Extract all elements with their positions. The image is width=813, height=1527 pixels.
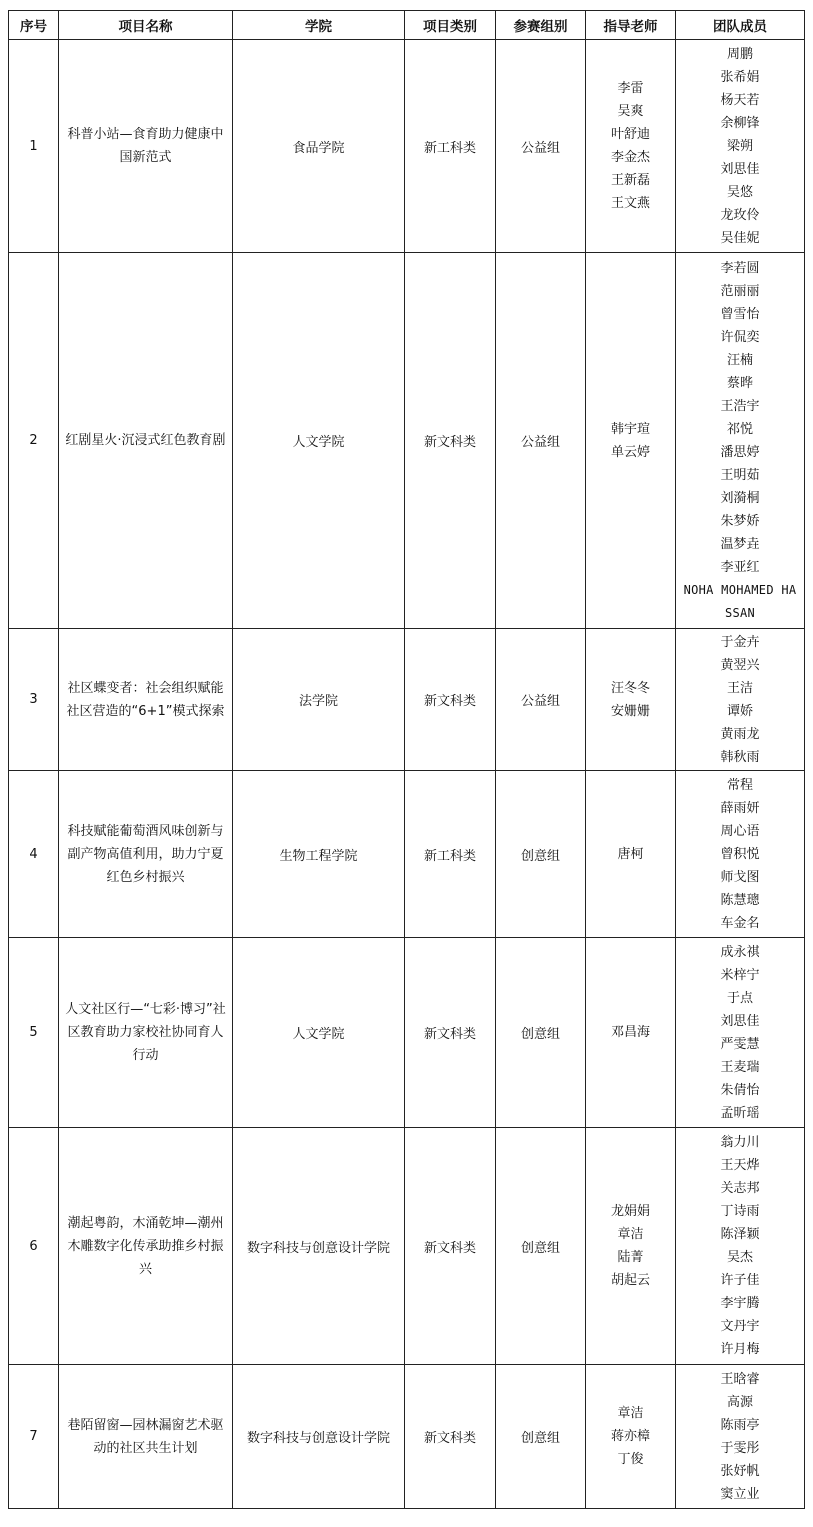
project-name: [59, 771, 233, 938]
member-name: 王麦瑞: [720, 1059, 760, 1075]
members-cell: [676, 938, 805, 1128]
member-name: 关志邦: [720, 1181, 760, 1196]
member-name: 曾雪怡: [720, 306, 760, 322]
member-name: 常程: [726, 777, 753, 793]
member-name: 丁诗雨: [720, 1204, 760, 1219]
project-name: [59, 253, 233, 629]
group: 公益组: [496, 253, 586, 629]
member-name: 朱梦娇: [720, 513, 760, 529]
header-project-name: 项目名称: [59, 11, 233, 40]
advisor-name: 胡起云: [610, 1273, 650, 1288]
group: 公益组: [496, 40, 586, 253]
member-name: 曾积悦: [720, 846, 760, 862]
members-cell: [676, 1128, 805, 1365]
member-name: 车金名: [720, 915, 760, 931]
college: 数字科技与创意设计学院: [233, 1128, 405, 1365]
member-name: 文丹宇: [720, 1319, 760, 1334]
member-name: 陈雨亭: [720, 1417, 760, 1433]
member-name: 孟昕瑶: [720, 1105, 760, 1121]
member-name: 王晗睿: [720, 1371, 760, 1387]
advisors-cell: [586, 253, 676, 629]
advisor-name: 龙娟娟: [610, 1204, 650, 1219]
member-name: 黄翌兴: [720, 657, 760, 673]
member-name: 王浩宇: [720, 398, 760, 414]
advisor-name: 蒋亦樟: [610, 1429, 650, 1444]
table-row: [9, 938, 805, 1128]
member-name: 周鹏: [726, 46, 753, 62]
header-college: 学院: [233, 11, 405, 40]
member-name: 许月梅: [720, 1342, 760, 1357]
college: 法学院: [233, 629, 405, 771]
member-name: 李若圆: [720, 260, 760, 276]
category: 新文科类: [405, 938, 496, 1128]
advisor-name: 汪冬冬: [610, 680, 650, 696]
project-name: [59, 629, 233, 771]
row-no: 3: [9, 629, 59, 771]
row-no: 6: [9, 1128, 59, 1365]
member-name: 翁力川: [720, 1135, 760, 1150]
member-name: 许侃奕: [720, 329, 760, 345]
category: 新文科类: [405, 253, 496, 629]
member-name: 潘思婷: [720, 444, 760, 460]
advisor-name: 唐柯: [617, 846, 644, 862]
row-no: 1: [9, 40, 59, 253]
project-name-text: 科普小站—食育助力健康中国新范式: [67, 127, 224, 165]
category: 新文科类: [405, 1365, 496, 1509]
table-row: [9, 1128, 805, 1365]
member-name: 吴悠: [726, 184, 753, 200]
member-name: 王天烨: [720, 1158, 760, 1173]
member-name: 王明茹: [720, 467, 760, 483]
row-no: 7: [9, 1365, 59, 1509]
group: 公益组: [496, 629, 586, 771]
project-name-text: 人文社区行—“七彩·博习”社区教育助力家校社协同育人行动: [65, 1002, 226, 1063]
college: 人文学院: [233, 938, 405, 1128]
group: 创意组: [496, 771, 586, 938]
advisor-name: 吴爽: [617, 104, 644, 119]
advisor-name: 王新磊: [610, 173, 650, 188]
table-row: [9, 1365, 805, 1509]
header-row: [9, 11, 805, 40]
advisor-name: 邓昌海: [610, 1025, 650, 1040]
member-name: 韩秋雨: [720, 749, 760, 765]
project-name: [59, 1128, 233, 1365]
member-name: 谭娇: [726, 703, 753, 719]
members-cell: [676, 771, 805, 938]
member-name: 成永祺: [720, 944, 760, 960]
member-name: 许子佳: [720, 1273, 760, 1288]
table-row: [9, 629, 805, 771]
member-name: 于金卉: [720, 634, 760, 650]
member-name: 陈泽颖: [720, 1227, 760, 1242]
member-name: 吴杰: [726, 1250, 753, 1265]
member-name: 刘漪桐: [720, 490, 760, 506]
project-name-text: 红剧星火·沉浸式红色教育剧: [65, 433, 226, 448]
college: 数字科技与创意设计学院: [233, 1365, 405, 1509]
project-name-text: 科技赋能葡萄酒风味创新与副产物高值利用，助力宁夏红色乡村振兴: [67, 823, 224, 885]
advisor-name: 韩宇瑄: [610, 421, 650, 437]
header-members: 团队成员: [676, 11, 805, 40]
advisors-cell: [586, 629, 676, 771]
header-advisors: 指导老师: [586, 11, 676, 40]
advisor-name: 丁俊: [617, 1452, 644, 1467]
college: 人文学院: [233, 253, 405, 629]
member-name: 张希娟: [720, 69, 760, 85]
advisor-name: 章洁: [617, 1406, 644, 1421]
member-name: 于点: [726, 990, 753, 1006]
category: 新文科类: [405, 1128, 496, 1365]
advisor-name: 陆菁: [617, 1250, 644, 1265]
member-name: 温梦垚: [720, 536, 760, 552]
advisors-cell: [586, 771, 676, 938]
group: 创意组: [496, 938, 586, 1128]
project-name: [59, 40, 233, 253]
member-name: 祁悦: [726, 421, 753, 437]
header-category: 项目类别: [405, 11, 496, 40]
advisor-name: 单云婷: [610, 444, 650, 460]
advisors-cell: [586, 1128, 676, 1365]
project-name-text: 社区蝶变者：社会组织赋能社区营造的“6+1”模式探索: [66, 680, 225, 719]
member-name: 严雯慧: [720, 1036, 760, 1052]
table-row: [9, 771, 805, 938]
row-no: 2: [9, 253, 59, 629]
member-name: 汪楠: [726, 352, 753, 368]
advisors-cell: [586, 40, 676, 253]
member-name: SSAN: [724, 605, 756, 620]
member-name: 薛雨妍: [720, 800, 760, 816]
table-row: [9, 253, 805, 629]
advisor-name: 安姗姗: [610, 703, 650, 719]
member-name: 刘思佳: [720, 1013, 760, 1029]
member-name: 李亚红: [720, 559, 760, 575]
project-name-text: 潮起粤韵，木涌乾坤—潮州木雕数字化传承助推乡村振兴: [67, 1215, 224, 1277]
members-cell: [676, 253, 805, 629]
member-name: 陈慧璁: [720, 892, 760, 908]
member-name: 于雯彤: [720, 1440, 760, 1456]
advisors-cell: [586, 1365, 676, 1509]
college: 生物工程学院: [233, 771, 405, 938]
member-name: 范丽丽: [720, 283, 760, 299]
member-name: 余柳锋: [720, 115, 760, 131]
project-name: [59, 938, 233, 1128]
project-name: [59, 1365, 233, 1509]
member-name: 王洁: [726, 680, 753, 696]
member-name: 高源: [726, 1394, 753, 1410]
category: 新工科类: [405, 40, 496, 253]
project-name-text: 巷陌留窗—园林漏窗艺术驱动的社区共生计划: [67, 1417, 224, 1456]
member-name: 蔡晔: [726, 375, 753, 391]
header-group: 参赛组别: [496, 11, 586, 40]
advisor-name: 章洁: [617, 1227, 644, 1242]
table-row: [9, 40, 805, 253]
advisor-name: 李金杰: [610, 150, 650, 165]
category: 新工科类: [405, 771, 496, 938]
member-name: 张妤帆: [720, 1463, 760, 1479]
group: 创意组: [496, 1128, 586, 1365]
advisor-name: 王文燕: [610, 196, 650, 211]
member-name: 师戈图: [720, 869, 760, 885]
group: 创意组: [496, 1365, 586, 1509]
member-name: 黄雨龙: [720, 726, 760, 742]
member-name: 李宇腾: [720, 1296, 760, 1311]
project-table: [8, 10, 805, 1509]
row-no: 4: [9, 771, 59, 938]
member-name: 龙玫伶: [720, 207, 760, 223]
member-name: 梁朔: [726, 138, 753, 154]
member-name: 刘思佳: [720, 161, 760, 177]
member-name: 朱倩怡: [720, 1082, 760, 1098]
row-no: 5: [9, 938, 59, 1128]
member-name: 米梓宁: [720, 967, 760, 983]
advisor-name: 叶舒迪: [610, 127, 650, 142]
member-name: 吴佳妮: [720, 230, 760, 246]
member-name: NOHA MOHAMED HA: [683, 582, 797, 597]
member-name: 周心语: [720, 823, 760, 839]
category: 新文科类: [405, 629, 496, 771]
advisor-name: 李雷: [617, 81, 644, 96]
member-name: 窦立业: [720, 1486, 760, 1502]
member-name: 杨天若: [720, 92, 760, 108]
members-cell: [676, 629, 805, 771]
college: 食品学院: [233, 40, 405, 253]
members-cell: [676, 40, 805, 253]
members-cell: [676, 1365, 805, 1509]
advisors-cell: [586, 938, 676, 1128]
header-no: 序号: [9, 11, 59, 40]
